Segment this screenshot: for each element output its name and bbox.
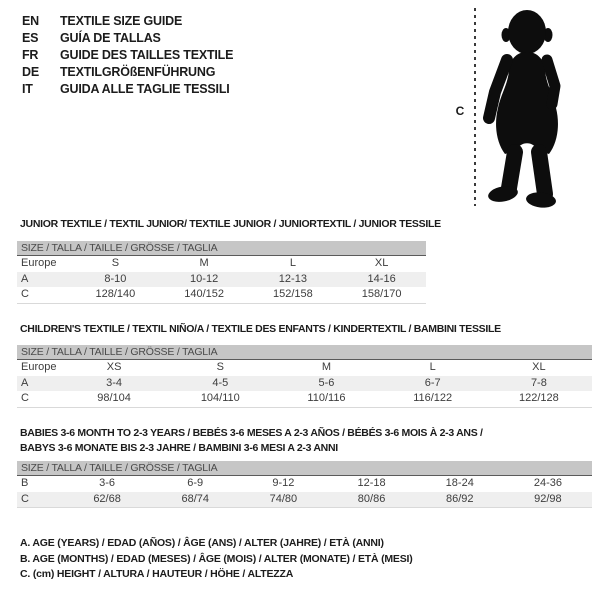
- table-row: [17, 376, 592, 392]
- row-label: A: [21, 272, 29, 285]
- size-cell: 98/104: [97, 392, 131, 404]
- column-header-cell: XS: [106, 361, 122, 373]
- size-header-bar: SIZE / TALLA / TAILLE / GRÖSSE / TAGLIA: [17, 345, 592, 360]
- size-cell: 4-5: [212, 376, 229, 389]
- table-row: [17, 287, 426, 303]
- size-cell: 12-13: [278, 272, 307, 285]
- size-cell: 158/170: [361, 288, 402, 300]
- region-label: Europe: [21, 257, 57, 269]
- footnote-c: C. (cm) HEIGHT / ALTURA / HAUTEUR / HÖHE / ALTEZZA: [20, 568, 294, 580]
- junior-table-title: JUNIOR TEXTILE / TEXTIL JUNIOR/ TEXTILE JUNIOR / JUNIORTEXTIL / JUNIOR TESSILE: [20, 218, 441, 230]
- language-code: IT: [22, 82, 33, 96]
- size-cell: 18-24: [445, 477, 474, 489]
- language-row: [22, 30, 233, 47]
- language-title: GUIDA ALLE TAGLIE TESSILI: [60, 82, 230, 96]
- row-label: A: [21, 376, 29, 389]
- height-measure-dashed-line: [474, 8, 476, 206]
- column-header-row: [17, 360, 592, 376]
- language-row: [22, 64, 233, 81]
- row-label: C: [21, 392, 29, 404]
- footnote-a: A. AGE (YEARS) / EDAD (AÑOS) / ÂGE (ANS) / ALTER (JAHRE) / ETÀ (ANNI): [20, 537, 384, 549]
- column-header-cell: M: [199, 257, 209, 269]
- size-cell: 74/80: [269, 492, 298, 505]
- column-header-cell: M: [321, 361, 332, 373]
- footnote-b: B. AGE (MONTHS) / EDAD (MESES) / ÂGE (MOIS) / ALTER (MONATE) / ETÀ (MESI): [20, 552, 413, 565]
- language-code: ES: [22, 31, 39, 45]
- language-code: EN: [22, 14, 39, 28]
- column-header-cell: L: [289, 257, 296, 269]
- table-row: [17, 492, 592, 508]
- size-header-bar: SIZE / TALLA / TAILLE / GRÖSSE / TAGLIA: [17, 461, 592, 476]
- size-cell: 62/68: [93, 492, 121, 505]
- column-header-cell: S: [111, 257, 120, 269]
- size-cell: 116/122: [413, 392, 453, 404]
- row-label: C: [21, 492, 29, 505]
- size-cell: 68/74: [181, 492, 209, 505]
- size-cell: 9-12: [272, 477, 295, 489]
- language-title: TEXTILGRÖßENFÜHRUNG: [60, 65, 216, 79]
- size-cell: 92/98: [534, 492, 562, 505]
- baby-silhouette-icon: [481, 8, 576, 208]
- table-row: [17, 272, 426, 288]
- language-title: GUÍA DE TALLAS: [60, 31, 161, 45]
- language-row: [22, 13, 233, 30]
- size-cell: 8-10: [104, 272, 127, 285]
- babies-table-title-line1: BABIES 3-6 MONTH TO 2-3 YEARS / BEBÉS 3-6 MESES A 2-3 AÑOS / BÉBÉS 3-6 MOIS À 2-3 ANS /: [20, 427, 483, 439]
- language-title-list: [22, 13, 233, 98]
- size-cell: 140/152: [184, 288, 224, 300]
- size-cell: 128/140: [95, 288, 136, 300]
- size-cell: 12-18: [357, 477, 386, 489]
- column-header-cell: XL: [374, 257, 389, 269]
- row-label: B: [21, 477, 29, 489]
- size-cell: 80/86: [357, 492, 386, 505]
- babies-size-table: [17, 461, 592, 508]
- size-cell: 6-9: [187, 477, 204, 489]
- language-title: TEXTILE SIZE GUIDE: [60, 14, 183, 28]
- size-cell: 86/92: [445, 492, 474, 505]
- size-cell: 10-12: [190, 272, 219, 285]
- language-code: DE: [22, 65, 39, 79]
- size-cell: 110/116: [307, 392, 346, 404]
- size-cell: 7-8: [530, 376, 547, 389]
- row-label: C: [21, 288, 29, 300]
- column-header-cell: S: [216, 361, 224, 373]
- size-cell: 6-7: [424, 376, 441, 389]
- size-cell: 122/128: [519, 392, 559, 404]
- size-cell: 3-6: [99, 477, 116, 489]
- babies-table-title-line2: BABYS 3-6 MONATE BIS 2-3 JAHRE / BAMBINI 3-6 MESI A 2-3 ANNI: [20, 442, 338, 454]
- size-cell: 3-4: [106, 376, 123, 389]
- height-measure-label: C: [455, 104, 465, 118]
- language-row: [22, 81, 233, 98]
- size-cell: 152/158: [272, 288, 313, 300]
- language-code: FR: [22, 48, 39, 62]
- table-row: [17, 391, 592, 407]
- table-row: [17, 476, 592, 492]
- size-cell: 104/110: [200, 392, 240, 404]
- children-table-title: CHILDREN'S TEXTILE / TEXTIL NIÑO/A / TEXTILE DES ENFANTS / KINDERTEXTIL / BAMBINI TESSILE: [20, 323, 501, 335]
- children-size-table: [17, 345, 592, 408]
- size-header-bar: SIZE / TALLA / TAILLE / GRÖSSE / TAGLIA: [17, 241, 426, 256]
- size-cell: 5-6: [318, 376, 335, 389]
- language-title: GUIDE DES TAILLES TEXTILE: [60, 48, 234, 62]
- column-header-cell: L: [429, 361, 436, 373]
- region-label: Europe: [21, 361, 57, 373]
- junior-size-table: [17, 241, 426, 304]
- language-row: [22, 47, 233, 64]
- column-header-row: [17, 256, 426, 272]
- size-cell: 14-16: [367, 272, 396, 285]
- size-cell: 24-36: [533, 477, 562, 489]
- footnotes: [20, 536, 413, 583]
- column-header-cell: XL: [532, 361, 546, 373]
